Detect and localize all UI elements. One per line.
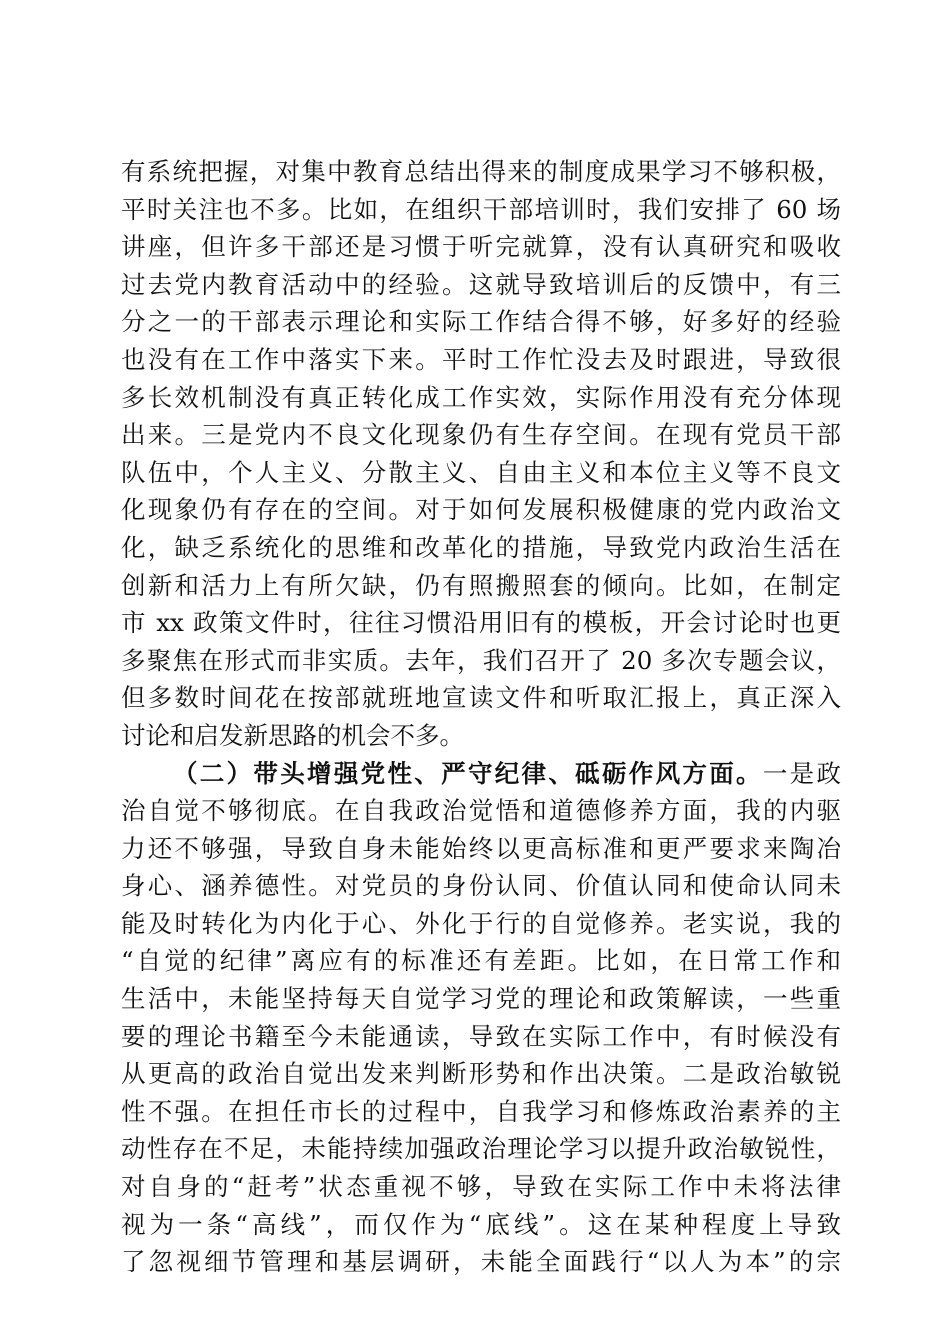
text-line: 化，缺乏系统化的思维和改革化的措施，导致党内政治生活在 <box>121 532 841 562</box>
text-line: 有系统把握，对集中教育总结出得来的制度成果学习不够积极， <box>121 157 841 186</box>
section-heading: （二）带头增强党性、严守纪律、砥砺作风方面。 <box>173 758 763 788</box>
text-line: 队伍中，个人主义、分散主义、自由主义和本位主义等不良文 <box>121 457 841 487</box>
text-line: 化现象仍有存在的空间。对于如何发展积极健康的党内政治文 <box>121 495 841 525</box>
text-line: 出来。三是党内不良文化现象仍有生存空间。在现有党员干部 <box>121 420 841 450</box>
text-line: 对自身的“赶考”状态重视不够，导致在实际工作中未将法律 <box>121 1172 841 1202</box>
text-line: 生活中，未能坚持每天自觉学习党的理论和政策解读，一些重 <box>121 984 841 1014</box>
text-line: 动性存在不足，未能持续加强政治理论学习以提升政治敏锐性， <box>121 1134 841 1164</box>
text-span: 一是政 <box>762 758 841 788</box>
text-line: 视为一条“高线”，而仅作为“底线”。这在某种程度上导致 <box>121 1209 841 1239</box>
text-line: 从更高的政治自觉出发来判断形势和作出决策。二是政治敏锐 <box>121 1059 841 1089</box>
text-line: 要的理论书籍至今未能通读，导致在实际工作中，有时候没有 <box>121 1021 841 1051</box>
text-line: 也没有在工作中落实下来。平时工作忙没去及时跟进，导致很 <box>121 344 841 374</box>
text-line: 但多数时间花在按部就班地宣读文件和听取汇报上，真正深入 <box>121 683 841 713</box>
text-line: 市 xx 政策文件时，往往习惯沿用旧有的模板，开会讨论时也更 <box>121 608 841 638</box>
text-line: 能及时转化为内化于心、外化于行的自觉修养。老实说，我的 <box>121 908 841 938</box>
section-heading-line <box>121 755 841 793</box>
text-line: 创新和活力上有所欠缺，仍有照搬照套的倾向。比如，在制定 <box>121 570 841 600</box>
text-line: 治自觉不够彻底。在自我政治觉悟和道德修养方面，我的内驱 <box>121 796 841 826</box>
text-line: 力还不够强，导致自身未能始终以更高标准和更严要求来陶冶 <box>121 833 841 863</box>
text-line: 过去党内教育活动中的经验。这就导致培训后的反馈中，有三 <box>121 269 841 299</box>
text-line: 身心、涵养德性。对党员的身份认同、价值认同和使命认同未 <box>121 871 841 901</box>
text-line: 了忽视细节管理和基层调研，未能全面践行“以人为本”的宗 <box>121 1247 841 1277</box>
body-text <box>121 153 841 1281</box>
text-line: 讨论和启发新思路的机会不多。 <box>121 720 464 750</box>
text-line: 平时关注也不多。比如，在组织干部培训时，我们安排了 60 场 <box>121 194 841 224</box>
text-line: 性不强。在担任市长的过程中，自我学习和修炼政治素养的主 <box>121 1096 841 1126</box>
text-line: 多长效机制没有真正转化成工作实效，实际作用没有充分体现 <box>121 382 841 412</box>
text-line: 讲座，但许多干部还是习惯于听完就算，没有认真研究和吸收 <box>121 232 841 262</box>
text-line: “自觉的纪律”离应有的标准还有差距。比如，在日常工作和 <box>121 946 841 976</box>
text-line: 多聚焦在形式而非实质。去年，我们召开了 20 多次专题会议， <box>121 645 841 675</box>
text-line: 分之一的干部表示理论和实际工作结合得不够，好多好的经验 <box>121 307 841 337</box>
